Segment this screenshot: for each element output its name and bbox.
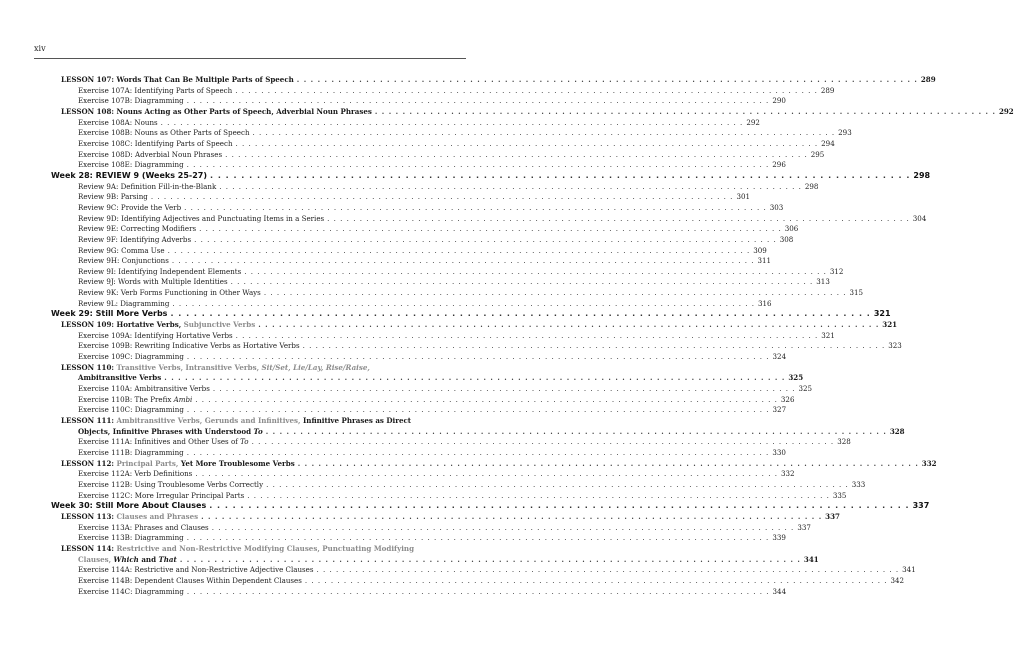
toc-entry-title [78,214,324,225]
toc-page-number: 294 [821,138,835,148]
title-segment: Exercise 111B: Diagramming [78,447,184,457]
dot-leader [209,501,909,512]
title-segment: Review 9E: Correcting Modifiers [78,224,197,234]
toc-exercise-row [34,288,864,299]
toc-page-number: 292 [746,117,760,127]
toc-exercise-row [34,117,760,129]
toc-page-number: 309 [753,245,767,255]
table-of-contents [34,75,1014,597]
title-segment: Ambi [173,394,193,404]
toc-exercise-row [34,224,799,235]
toc-entry-title [61,459,295,470]
title-segment: Exercise 109B: Rewriting Indicative Verbs as Hortative Verbs [78,341,300,351]
toc-cont-row [34,554,819,566]
toc-entry-title [78,96,184,107]
toc-entry-title [78,427,263,438]
toc-lesson-row [34,106,1014,118]
dot-leader [317,565,900,576]
dot-leader [195,469,778,480]
toc-entry-title [78,246,165,257]
toc-entry-title [51,171,207,182]
title-segment: Exercise 111A: Infinitives and Other Uses of [78,437,241,447]
toc-exercise-row [34,575,905,587]
toc-exercise-row [34,586,787,598]
toc-lesson-row [34,458,937,470]
toc-page-number: 328 [889,426,905,436]
title-segment: Week 29: Still More Verbs [51,309,168,319]
toc-page-number: 325 [798,384,813,394]
toc-lesson-row [34,363,466,374]
toc-page-number: 293 [838,128,852,138]
toc-lesson-row [34,544,466,555]
dot-leader [187,448,770,459]
toc-page-number: 333 [851,479,866,489]
dot-leader [264,288,847,299]
toc-lesson-row [34,75,936,86]
title-segment: Exercise 108E: Diagramming [78,160,184,170]
toc-page-number: 327 [772,405,787,415]
toc-page-number: 339 [772,533,786,543]
dot-leader [172,299,755,310]
dot-leader [225,150,808,161]
toc-entry-title [78,587,184,598]
title-segment: Exercise 109A: Identifying Hortative Verbs [78,330,233,340]
toc-entry-title [78,86,232,97]
toc-page-number: 304 [912,213,927,223]
dot-leader [253,128,836,139]
toc-exercise-row [34,479,866,491]
dot-leader [231,277,814,288]
toc-exercise-row [34,266,844,278]
toc-page-number: 321 [873,309,891,319]
dot-leader [187,96,770,107]
title-segment: Restrictive and Non-Restrictive Modifying Clauses, Punctuating Modifying [116,543,415,553]
title-segment: To [240,437,249,447]
dot-leader [236,331,819,342]
toc-entry-title [78,576,302,587]
dot-leader [151,192,734,203]
title-segment: Exercise 110C: Diagramming [78,405,184,415]
toc-exercise-row [34,394,795,406]
title-segment: Review 9G: Comma Use [78,245,165,255]
title-segment: Which [113,554,139,564]
toc-entry-title [78,299,169,310]
toc-page-number: 316 [758,298,772,308]
header-rule [34,58,466,59]
title-segment: Exercise 108B: Nouns as Other Parts of Speech [78,128,250,138]
toc-page-number: 306 [784,224,799,234]
toc-exercise-row [34,181,819,193]
toc-entry-title [78,373,161,384]
toc-exercise-row [34,565,916,576]
toc-page-number: 341 [803,554,819,564]
toc-exercise-row [34,277,830,288]
dot-leader [212,523,795,534]
toc-exercise-row [34,245,767,257]
title-segment: Clauses, [78,554,114,564]
toc-page-number: 341 [902,565,916,575]
toc-page-number: 298 [804,181,819,191]
toc-page-number: 289 [820,85,835,95]
dot-leader [303,341,886,352]
dot-leader [199,224,782,235]
toc-entry-title [78,437,249,448]
toc-exercise-row [34,490,847,502]
title-segment: Exercise 114B: Dependent Clauses Within Dependent Clauses [78,575,302,585]
dot-leader [235,86,818,97]
dot-leader [247,491,830,502]
toc-entry-title [78,469,192,480]
toc-entry-title [78,491,244,502]
toc-page-number: 323 [888,341,902,351]
toc-entry-title [78,118,158,129]
toc-page-number: 298 [913,170,931,180]
toc-entry-title [51,501,206,512]
toc-exercise-row [34,213,927,225]
dot-leader [187,533,770,544]
toc-page-number: 330 [772,447,786,457]
toc-exercise-row [34,234,794,246]
toc-page-number: 342 [890,575,905,585]
toc-page-number: 344 [772,586,787,596]
title-segment: Review 9F: Identifying Adverbs [78,234,192,244]
toc-entry-title [61,107,372,118]
dot-leader [210,171,910,182]
toc-exercise-row [34,384,813,395]
title-segment: Review 9L: Diagramming [78,298,170,308]
toc-entry-title [78,150,222,161]
dot-leader [201,512,822,523]
toc-cont-row [34,426,905,438]
title-segment: Principal Parts, [116,458,181,468]
toc-page-number: 321 [882,320,898,330]
title-segment: and [138,554,159,564]
title-segment: Exercise 114A: Restrictive and Non-Restrictive Adjective Clauses [78,565,314,575]
title-segment: Exercise 107B: Diagramming [78,96,184,106]
toc-exercise-row [34,533,786,544]
toc-entry-title [78,139,233,150]
toc-entry-title [78,405,184,416]
toc-exercise-row [34,447,786,459]
dot-leader [375,107,996,118]
toc-entry-title [78,395,192,406]
title-segment: To [253,426,263,436]
title-segment: LESSON 111: [61,416,117,425]
title-segment: Review 9H: Conjunctions [78,256,169,266]
toc-entry-title [78,523,209,534]
toc-entry-title [78,203,181,214]
title-segment: Exercise 110B: The Prefix [78,394,174,404]
title-segment: Exercise 114C: Diagramming [78,586,184,596]
title-segment: Exercise 112C: More Irregular Principal Parts [78,490,245,500]
dot-leader [266,427,887,438]
dot-leader [195,395,778,406]
title-segment: Transitive Verbs, Intransitive Verbs, [116,362,262,372]
dot-leader [213,384,796,395]
toc-page-number: 290 [772,96,786,106]
toc-page-number: 311 [757,256,772,266]
dot-leader [236,139,819,150]
toc-page-number: 292 [998,106,1014,116]
toc-entry-title [78,448,184,459]
toc-page-number: 337 [912,501,930,511]
toc-entry-title [78,224,196,235]
toc-exercise-row [34,192,750,203]
toc-page-number: 332 [921,458,937,468]
dot-leader [258,320,879,331]
toc-exercise-row [34,341,902,352]
dot-leader [297,75,918,86]
title-segment: Review 9C: Provide the Verb [78,202,182,212]
title-segment: LESSON 112: [61,458,117,468]
toc-cont-row [34,373,804,384]
toc-page-number: 328 [837,437,851,447]
title-segment: LESSON 109: Hortative Verbs, [61,320,184,330]
toc-entry-title [61,363,370,374]
toc-entry-title [78,331,233,342]
toc-entry-title [61,416,411,427]
toc-entry-title [78,128,250,139]
dot-leader [161,118,744,129]
title-segment: Exercise 108A: Nouns [78,117,158,127]
toc-page-number: 332 [780,469,795,479]
dot-leader [327,214,910,225]
title-segment: Subjunctive Verbs [183,320,256,330]
title-segment: LESSON 108: Nouns Acting as Other Parts of Speech, Adverbial Noun Phrases [61,106,372,116]
title-segment: LESSON 113: [61,511,117,521]
title-segment: Exercise 108D: Adverbial Noun Phrases [78,149,223,159]
toc-exercise-row [34,256,772,267]
toc-entry-title [78,565,314,576]
toc-entry-title [78,192,148,203]
toc-entry-title [78,352,184,363]
dot-leader [180,555,801,566]
toc-entry-title [78,235,191,246]
toc-exercise-row [34,298,772,310]
toc-entry-title [78,277,228,288]
title-segment: LESSON 107: Words That Can Be Multiple Parts of Speech [61,75,294,84]
toc-week-row [34,170,931,182]
dot-leader [298,459,919,470]
toc-exercise-row [34,437,851,448]
title-segment: Objects, Infinitive Phrases with Understood [78,426,254,436]
title-segment: Exercise 112A: Verb Definitions [78,469,193,479]
dot-leader [168,246,751,257]
dot-leader [194,235,777,246]
toc-exercise-row [34,149,825,161]
title-segment: Week 28: REVIEW 9 (Weeks 25-27) [51,170,207,180]
title-segment: Review 9J: Words with Multiple Identities [78,277,228,287]
toc-page-number: 321 [821,330,835,340]
title-segment: Review 9K: Verb Forms Functioning in Other Ways [78,288,261,298]
toc-exercise-row [34,352,787,363]
title-segment: LESSON 114: [61,543,117,553]
toc-page-number: 296 [772,160,786,170]
title-segment: LESSON 110: [61,362,117,372]
page-number: xiv [34,44,46,53]
toc-page-number: 303 [769,202,784,212]
title-segment: Clauses and Phrases [116,511,199,521]
title-segment: Yet More Troublesome Verbs [180,458,295,468]
title-segment: Review 9A: Definition Fill-in-the-Blank [78,181,217,191]
title-segment: Exercise 109C: Diagramming [78,352,184,362]
title-segment: Exercise 112B: Using Troublesome Verbs Correctly [78,479,264,489]
toc-entry-title [78,182,216,193]
title-segment: Exercise 113A: Phrases and Clauses [78,522,209,532]
toc-week-row [34,309,891,320]
toc-page-number: 315 [849,288,864,298]
title-segment: That [158,554,177,564]
toc-entry-title [51,309,167,320]
toc-page-number: 295 [810,149,825,159]
toc-entry-title [78,533,184,544]
toc-entry-title [78,480,263,491]
toc-exercise-row [34,522,811,534]
toc-page-number: 313 [816,277,830,287]
toc-entry-title [61,75,294,86]
toc-exercise-row [34,85,835,97]
title-segment: Exercise 110A: Ambitransitive Verbs [78,384,210,394]
dot-leader [187,587,770,598]
toc-page-number: 301 [736,192,750,202]
toc-entry-title [78,341,300,352]
toc-entry-title [78,256,169,267]
toc-page-number: 308 [779,234,794,244]
toc-exercise-row [34,160,786,171]
toc-page-number: 325 [788,373,804,383]
title-segment: Exercise 108C: Identifying Parts of Speech [78,138,233,148]
toc-page-number: 326 [780,394,795,404]
toc-page-number: 312 [829,266,844,276]
dot-leader [219,182,802,193]
toc-page-number: 289 [920,75,936,84]
toc-entry-title [61,512,198,523]
toc-exercise-row [34,405,787,416]
toc-lesson-row [34,416,466,427]
toc-entry-title [78,555,177,566]
toc-page-number: 335 [832,490,847,500]
toc-entry-title [78,384,210,395]
toc-entry-title [78,288,261,299]
title-segment: Review 9I: Identifying Independent Elements [78,266,242,276]
title-segment: Week 30: Still More About Clauses [51,501,207,511]
toc-exercise-row [34,202,784,214]
dot-leader [252,437,835,448]
dot-leader [187,352,770,363]
toc-exercise-row [34,469,795,480]
toc-entry-title [61,320,255,331]
toc-lesson-row [34,320,898,331]
toc-page-number: 337 [825,511,840,521]
dot-leader [305,576,888,587]
dot-leader [244,267,827,278]
dot-leader [187,160,770,171]
toc-entry-title [78,267,241,278]
title-segment: Sit/Set, Lie/Lay, Rise/Raise, [261,362,370,372]
toc-week-row [34,501,930,512]
title-segment: Review 9D: Identifying Adjectives and Punctuating Items in a Series [78,213,325,223]
title-segment: Infinitive Phrases as Direct [302,416,412,425]
toc-page-number: 324 [772,352,787,362]
title-segment: Review 9B: Parsing [78,192,148,202]
dot-leader [164,373,785,384]
toc-entry-title [61,544,414,555]
dot-leader [172,256,755,267]
title-segment: Exercise 113B: Diagramming [78,533,184,543]
dot-leader [187,405,770,416]
title-segment: Exercise 107A: Identifying Parts of Speech [78,85,233,95]
toc-exercise-row [34,138,835,150]
toc-exercise-row [34,96,786,107]
dot-leader [184,203,767,214]
toc-exercise-row [34,128,852,139]
toc-exercise-row [34,330,835,342]
toc-lesson-row [34,511,840,523]
toc-entry-title [78,160,184,171]
title-segment: Ambitransitive Verbs [78,373,162,383]
dot-leader [266,480,849,491]
dot-leader [170,309,870,320]
title-segment: Ambitransitive Verbs, Gerunds and Infinitives, [116,416,303,425]
toc-page-number: 337 [797,522,811,532]
